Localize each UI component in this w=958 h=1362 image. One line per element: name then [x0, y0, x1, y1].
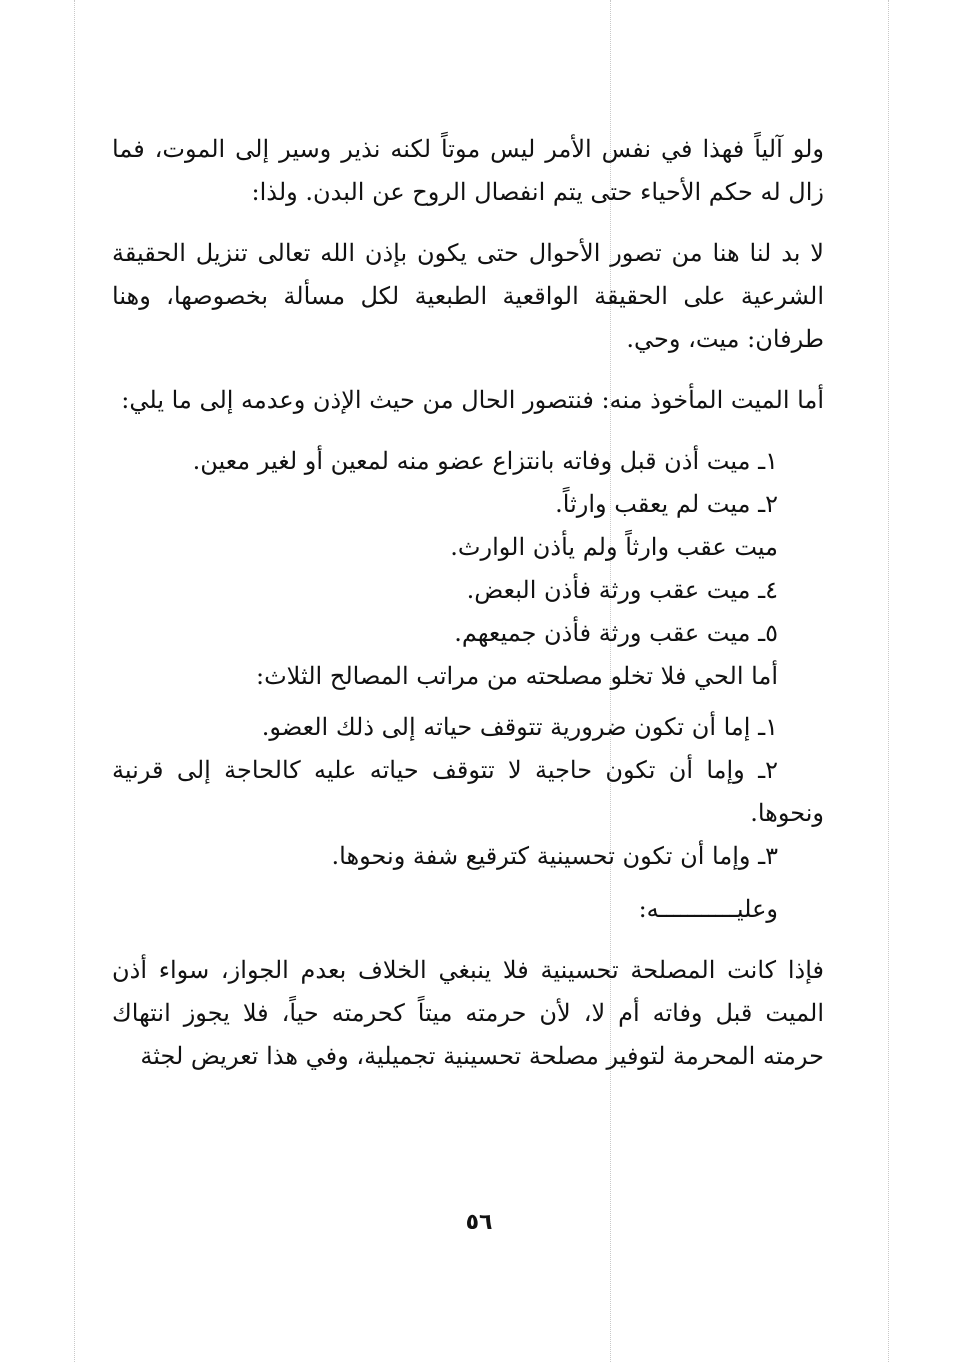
- paragraph-conditions: لا بد لنا هنا من تصور الأحوال حتى يكون بإذن الله تعالى تنزيل الحقيقة الشرعية على الحقيقة الواقعية الطبعية لكل مسألة بخصوصها، وهنا طرفان: ميت، وحي.: [112, 239, 824, 353]
- dead-case-item: ميت عقب وارثاً ولم يأذن الوارث.: [450, 533, 778, 561]
- living-case-item: [112, 749, 824, 835]
- dead-case-item: ٥ـ ميت عقب ورثة فأذن جميعهم.: [454, 619, 778, 647]
- dead-case-item: ١ـ ميت أذن قبل وفاته بانتزاع عضو منه لمعين أو لغير معين.: [192, 447, 778, 475]
- scan-fold-line-left: [74, 0, 75, 1362]
- living-case-text: ٢ـ وإما أن تكون حاجية لا تتوقف حياته عليه كالحاجة إلى قرنية ونحوها.: [112, 756, 824, 827]
- living-case-item: ١ـ إما أن تكون ضرورية تتوقف حياته إلى ذلك العضو.: [261, 713, 778, 741]
- page-number: ٥٦: [465, 1210, 493, 1235]
- living-heading: أما الحي فلا تخلو مصلحته من مراتب المصالح الثلاث:: [255, 662, 778, 690]
- dead-case-item: ٢ـ ميت لم يعقب وارثاً.: [555, 490, 778, 518]
- paragraph-intro: ولو آلياً فهذا في نفس الأمر ليس موتاً لكنه نذير وسير إلى الموت، فما زال له حكم الأحياء حتى يتم انفصال الروح عن البدن. ولذا:: [112, 135, 824, 206]
- paragraph-conclusion: فإذا كانت المصلحة تحسينية فلا ينبغي الخلاف بعدم الجواز، سواء أذن الميت قبل وفاته أم لا، لأن حرمته ميتاً كحرمته حياً، فلا يجوز انتهاك حرمته المحرمة لتوفير مصلحة تحسينية تجميلية، وفي هذا تعريض لجثة: [112, 956, 824, 1070]
- paragraph-dead-donor: أما الميت المأخوذ منه: فنتصور الحال من حيث الإذن وعدمه إلى ما يلي:: [121, 386, 824, 414]
- living-case-item: ٣ـ وإما أن تكون تحسينية كترقيع شفة ونحوها.: [331, 842, 778, 870]
- scan-fold-line-right: [888, 0, 889, 1362]
- accordingly-heading: وعليـــــــــــه:: [638, 895, 778, 923]
- page-body: [112, 128, 824, 1078]
- dead-case-item: ٤ـ ميت عقب ورثة فأذن البعض.: [466, 576, 778, 604]
